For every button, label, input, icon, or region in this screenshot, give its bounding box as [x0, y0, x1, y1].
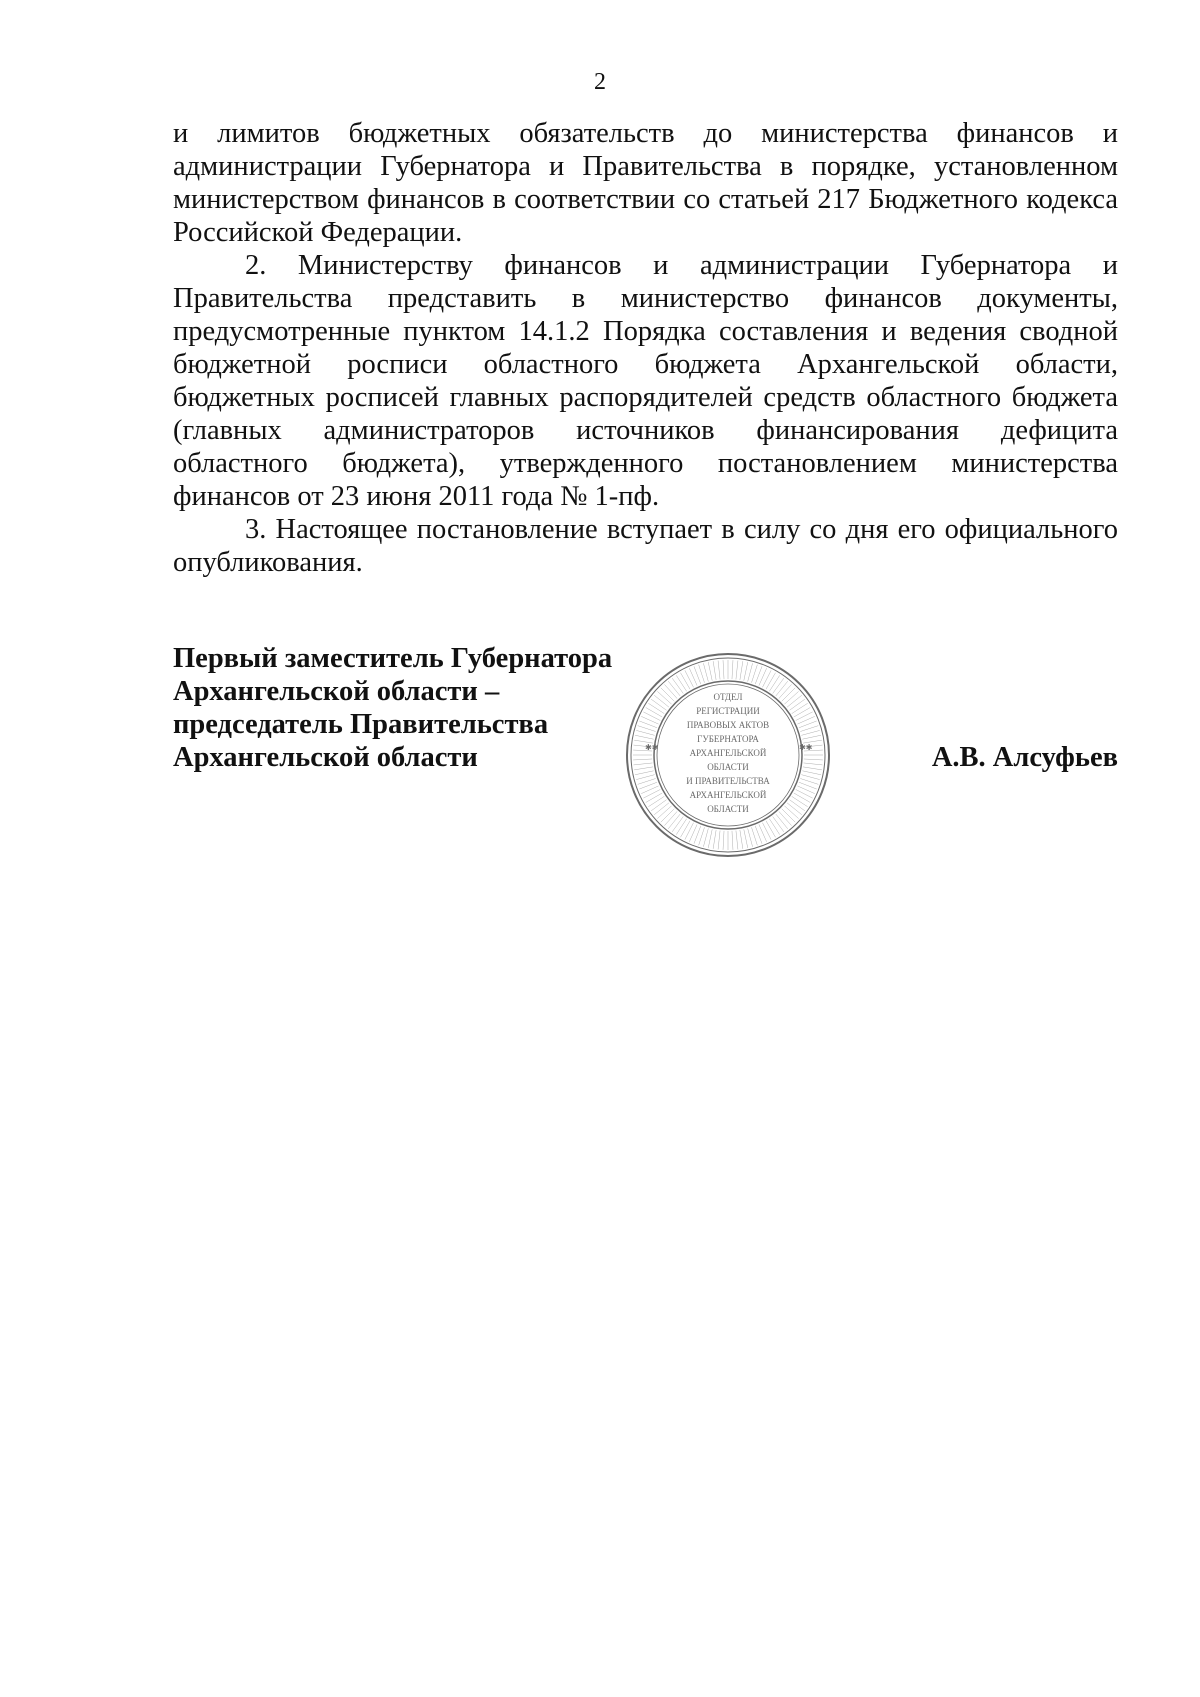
signatory-name: А.В. Алсуфьев [931, 742, 1118, 773]
seal-graphic [623, 650, 833, 860]
seal-inner-text [686, 692, 770, 814]
document-body [173, 117, 1118, 579]
seal-inner-line: ОТДЕЛ [713, 692, 743, 702]
seal-inner-line: ОБЛАСТИ [707, 804, 749, 814]
signatory-title-line: Архангельской области – [173, 676, 500, 707]
signatory-title [173, 642, 612, 774]
seal-inner-line: ПРАВОВЫХ АКТОВ [686, 720, 770, 730]
signatory-title-line: Архангельской области [173, 742, 478, 773]
svg-text:✱✱: ✱✱ [645, 743, 659, 752]
signatory-title-line: Первый заместитель Губернатора [173, 643, 613, 674]
signatory-title-line: председатель Правительства [173, 709, 549, 740]
seal-inner-line: И ПРАВИТЕЛЬСТВА [686, 776, 770, 786]
seal-inner-line: АРХАНГЕЛЬСКОЙ [689, 748, 767, 758]
seal-inner-line: ОБЛАСТИ [707, 762, 749, 772]
paragraph-item-3: 3. Настоящее постановление вступает в силу со дня его официального опубликования. [173, 514, 1118, 578]
svg-text:✱✱: ✱✱ [799, 743, 813, 752]
seal-inner-line: ГУБЕРНАТОРА [697, 734, 759, 744]
page-number: 2 [594, 69, 606, 95]
official-seal [623, 650, 833, 860]
paragraph-item-2: 2. Министерству финансов и администрации Губернатора и Правительства представить в министерство финансов документы, предусмотренные пунктом 14.1.2 Порядка составления и ведения сводной бюджетной росписи областного бюджета Архангельской области, бюджетных росписей главных распорядителей средств областного бюджета (главных администраторов источников финансирования дефицита областного бюджета), утвержденного постановлением министерства финансов от 23 июня 2011 года № 1-пф. [173, 250, 1118, 512]
paragraph-continuation: и лимитов бюджетных обязательств до министерства финансов и администрации Губернатора и Правительства в порядке, установленном министерством финансов в соответствии со статьей 217 Бюджетного кодекса Российской Федерации. [173, 118, 1118, 248]
seal-inner-line: АРХАНГЕЛЬСКОЙ [689, 790, 767, 800]
seal-inner-line: РЕГИСТРАЦИИ [696, 706, 760, 716]
